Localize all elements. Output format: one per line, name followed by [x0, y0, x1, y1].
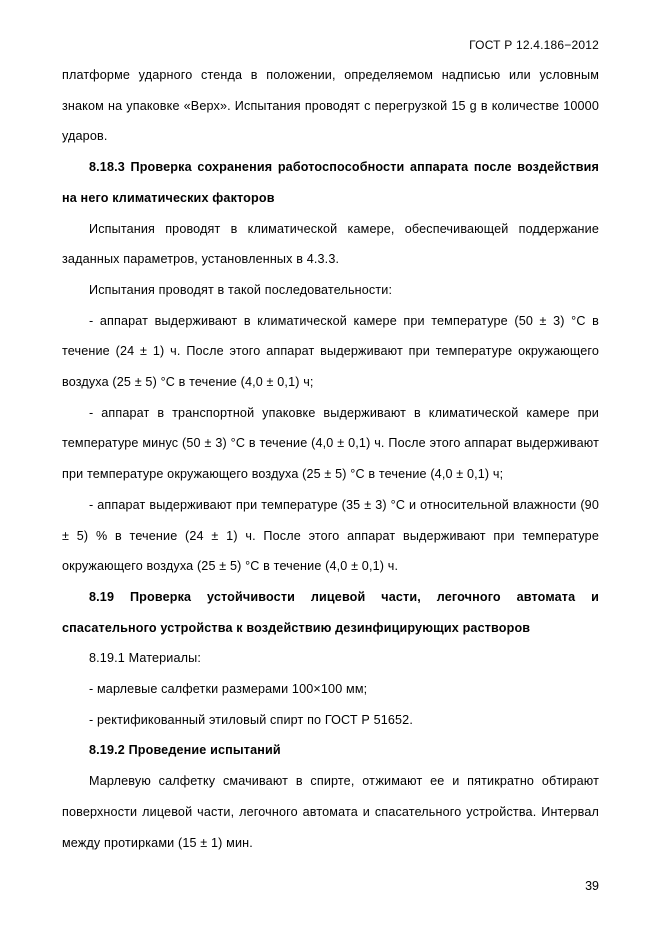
document-body [62, 60, 599, 858]
list-item-ethyl-alcohol: - ректификованный этиловый спирт по ГОСТ Р 51652. [89, 712, 413, 727]
section-heading-8-19: 8.19 Проверка устойчивости лицевой части, легочного автомата и спасательного устройства к воздействию дезинфицирующих растворов [62, 589, 599, 635]
list-item-gauze-wipes: - марлевые салфетки размерами 100×100 мм; [89, 682, 368, 697]
list-item-cold-test: - аппарат в транспортной упаковке выдерживают в климатической камере при температуре минус (50 ± 3) °С в течение (4,0 ± 0,1) ч. После этого аппарат выдерживают при температуре окружающего воздуха (25 ± 5) °С в течение (4,0 ± 0,1) ч; [62, 405, 599, 482]
paragraph-shock-test-continuation: платформе ударного стенда в положении, определяемом надписью или условным знаком на упаковке «Верх». Испытания проводят с перегрузкой 15 g в количестве 10000 ударов. [62, 68, 599, 144]
section-heading-8-18-3: 8.18.3 Проверка сохранения работоспособности аппарата после воздействия на него климатических факторов [62, 160, 599, 205]
list-item-humidity-test: - аппарат выдерживают при температуре (35 ± 3) °С и относительной влажности (90 ± 5) % в течение (24 ± 1) ч. После этого аппарат выдерживают при температуре окружающего воздуха (25 ± 5) °С в течение (4,0 ± 0,1) ч. [62, 497, 599, 574]
paragraph-climate-chamber: Испытания проводят в климатической камере, обеспечивающей поддержание заданных параметров, установленных в 4.3.3. [62, 221, 599, 267]
page-number: 39 [585, 879, 599, 893]
section-heading-8-19-2: 8.19.2 Проведение испытаний [89, 743, 281, 758]
paragraph-wiping-procedure: Марлевую салфетку смачивают в спирте, отжимают ее и пятикратно обтирают поверхности лицевой части, легочного автомата и спасательного устройства. Интервал между протирками (15 ± 1) мин. [62, 774, 599, 850]
subsection-8-19-1-materials: 8.19.1 Материалы: [89, 651, 201, 666]
list-item-heat-test: - аппарат выдерживают в климатической камере при температуре (50 ± 3) °С в течение (24 ± 1) ч. После этого аппарат выдерживают при температуре окружающего воздуха (25 ± 5) °С в течение (4,0 ± 0,1) ч; [62, 313, 599, 390]
document-header-standard-id: ГОСТ Р 12.4.186−2012 [469, 38, 599, 52]
paragraph-test-sequence: Испытания проводят в такой последовательности: [89, 282, 393, 297]
